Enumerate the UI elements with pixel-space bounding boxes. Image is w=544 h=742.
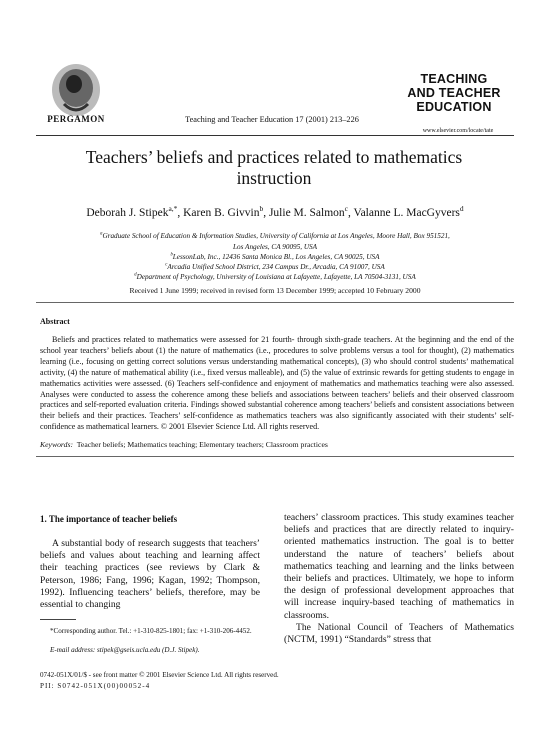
author-name: Valanne L. MacGyvers — [353, 207, 460, 219]
affiliation-text: Department of Psychology, University of Louisiana at Lafayette, Lafayette, LA 70504-3131, USA — [136, 273, 416, 281]
footnote-email: E-mail address: stipek@gseis.ucla.edu (D.J. Stipek). — [50, 646, 200, 654]
keywords — [40, 440, 514, 449]
author-sup: c — [344, 204, 348, 214]
affiliation-c — [30, 262, 520, 273]
affiliation-sup: c — [165, 262, 168, 268]
affiliation-b — [30, 252, 520, 263]
journal-logo-line-2: AND TEACHER — [407, 86, 501, 100]
affiliation-text: LessonLab, Inc., 12436 Santa Monica Bl., Los Angeles, CA 90025, USA — [172, 253, 380, 261]
abstract-text: Beliefs and practices related to mathematics were assessed for 21 fourth- through sixth-grade teachers. At the beginning and the end of the school year teachers’ beliefs about (1) the nature of mathematics (i.e., procedures to solve problems versus a tool for thought), (2) mathematics learning (i.e., focusing on getting correct solutions versus understanding mathematical concepts), (3) who should control students’ mathematical activity, (4) the nature of mathematical ability (i.e., fixed versus malleable), and (5) the value of extrinsic rewards for getting students to engage in mathematics activities were assessed. (6) Teachers self-confidence and enjoyment of mathematics and mathematics teaching were also assessed. Analyses were conducted to assess the coherence among these beliefs and associations between teachers’ beliefs and their observed classroom practices and self-reported evaluation criteria. Findings showed substantial coherence among teachers’ beliefs and consistent associations between their beliefs and their practices. Teachers’ self-confidence as mathematics teachers was also significantly associated with their students’ self-confidence as mathematical learners. © 2001 Elsevier Science Ltd. All rights reserved. — [40, 335, 514, 432]
journal-citation: Teaching and Teacher Education 17 (2001) 213–226 — [185, 115, 359, 124]
footnote-corresponding-author: *Corresponding author. Tel.: +1-310-825-1801; fax: +1-310-206-4452. — [50, 627, 252, 635]
received-dates: Received 1 June 1999; received in revised form 13 December 1999; accepted 10 February 2000 — [129, 286, 421, 295]
affiliation-sup: d — [134, 272, 137, 278]
keywords-label: Keywords: — [40, 440, 74, 449]
abstract-divider-bottom — [36, 456, 514, 457]
author-sup: b — [259, 204, 264, 214]
author-list: Deborah J. Stipek$^{a,*}$, Karen B. Givvin$^b$, Julie M. Salmon$^c$, Valanne L. MacGyvers$^d$ — [86, 204, 464, 219]
journal-logo — [394, 72, 514, 114]
author-sup: d — [459, 204, 464, 214]
pergamon-logo — [40, 60, 112, 122]
title-line-2: instruction — [236, 168, 312, 188]
journal-logo-line-1: TEACHING — [420, 72, 488, 86]
author-sup: a,* — [168, 204, 178, 214]
affiliation-text: Arcadia Unified School District, 234 Campus Dr., Arcadia, CA 91007, USA — [167, 263, 385, 271]
publisher-name: PERGAMON — [47, 114, 105, 124]
affiliation-a — [30, 231, 520, 252]
journal-logo-line-3: EDUCATION — [416, 100, 492, 114]
abstract-divider-top — [36, 302, 514, 303]
author-name: Julie M. Salmon — [268, 207, 345, 219]
abstract-heading: Abstract — [40, 317, 70, 326]
affiliation-sup: a — [100, 231, 103, 237]
journal-url[interactable]: www.elsevier.com/locate/tate — [422, 128, 494, 134]
pii-line: PII: S0742-051X(00)00052-4 — [40, 682, 151, 690]
affiliation-text: Graduate School of Education & Information Studies, University of California at Los Angeles, Moore Hall, Box 951521, — [102, 232, 450, 240]
header-divider — [36, 135, 514, 136]
footnote-divider — [40, 619, 76, 620]
right-column-paragraph-1: teachers’ classroom practices. This study examines teacher beliefs and practices that are directly related to inquiry-oriented mathematics instruction. The goal is to better understand the nature of teachers’ beliefs about mathematics teaching and learning and the links between their beliefs and practices. Ultimately, we hope to inform the design of professional development approaches that will increase inquiry-based teaching of mathematics in classrooms. — [284, 512, 514, 621]
affiliation-sup: b — [170, 252, 173, 258]
author-name: Deborah J. Stipek — [86, 207, 169, 219]
affiliation-d — [30, 272, 520, 283]
author-name: Karen B. Givvin — [183, 207, 260, 219]
right-column-paragraph-2: The National Council of Teachers of Mathematics (NCTM, 1991) “Standards” stress that — [284, 621, 514, 646]
article-title — [40, 147, 508, 189]
title-line-1: Teachers’ beliefs and practices related to mathematics — [85, 147, 463, 167]
section-heading: 1. The importance of teacher beliefs — [40, 514, 178, 524]
copyright-line: 0742-051X/01/$ - see front matter © 2001 Elsevier Science Ltd. All rights reserved. — [40, 671, 279, 679]
left-column-text: A substantial body of research suggests that teachers’ beliefs and values about teaching and learning affect their teaching practices (see reviews by Clark & Peterson, 1986; Fang, 1996; Kagan, 1992; Thompson, 1992). Influencing teachers’ beliefs, therefore, may be essential to changing — [40, 538, 260, 611]
right-column — [284, 512, 514, 646]
affiliation-text: Los Angeles, CA 90095, USA — [233, 242, 317, 251]
keywords-list: Teacher beliefs; Mathematics teaching; Elementary teachers; Classroom practices — [76, 440, 328, 449]
